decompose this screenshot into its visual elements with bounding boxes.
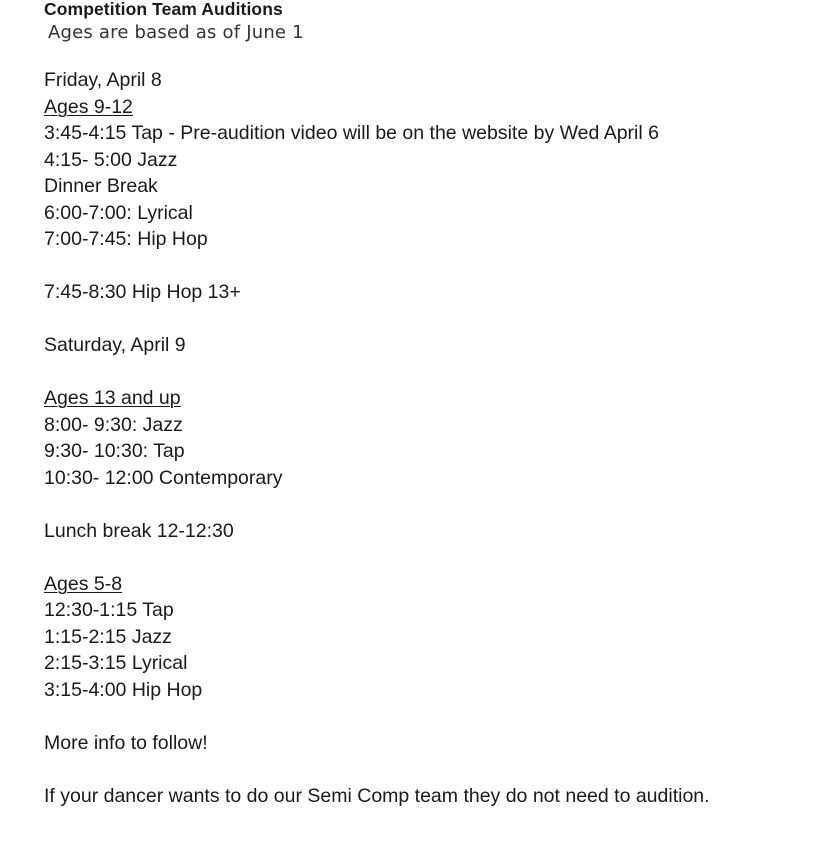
document-body xyxy=(44,0,814,809)
spacer xyxy=(44,756,814,783)
schedule-item: 8:00- 9:30: Jazz xyxy=(44,413,183,436)
schedule-item: Dinner Break xyxy=(44,175,158,197)
spacer xyxy=(44,306,814,333)
spacer xyxy=(44,703,814,730)
document-title: Competition Team Auditions xyxy=(44,0,283,19)
spacer xyxy=(44,253,814,280)
spacer xyxy=(44,359,814,386)
schedule-item: 7:00-7:45: Hip Hop xyxy=(44,228,208,250)
schedule-item: 3:15-4:00 Hip Hop xyxy=(44,678,203,701)
friday-date: Friday, April 8 xyxy=(44,69,162,91)
schedule-item: 9:30- 10:30: Tap xyxy=(44,440,185,462)
schedule-item-extra: 7:45-8:30 Hip Hop 13+ xyxy=(44,281,241,303)
document-subtitle: Ages are based as of June 1 xyxy=(48,22,304,43)
saturday-date: Saturday, April 9 xyxy=(44,334,186,356)
schedule-item: 2:15-3:15 Lyrical xyxy=(44,652,188,674)
schedule-item: 1:15-2:15 Jazz xyxy=(44,625,172,648)
saturday-age-group-label-13-up: Ages 13 and up xyxy=(44,387,181,409)
semi-comp-note: If your dancer wants to do our Semi Comp team they do not need to audition. xyxy=(44,784,710,807)
spacer xyxy=(44,46,814,67)
spacer xyxy=(44,491,814,518)
schedule-item: 6:00-7:00: Lyrical xyxy=(44,201,193,224)
schedule-item: 10:30- 12:00 Contemporary xyxy=(44,466,283,489)
friday-age-group-label: Ages 9-12 xyxy=(44,95,133,118)
schedule-item: 3:45-4:15 Tap - Pre-audition video will be on the website by Wed April 6 xyxy=(44,122,659,144)
more-info-note: More info to follow! xyxy=(44,731,208,754)
saturday-age-group-label-5-8: Ages 5-8 xyxy=(44,572,123,595)
lunch-break: Lunch break 12-12:30 xyxy=(44,519,234,542)
schedule-item: 4:15- 5:00 Jazz xyxy=(44,148,178,171)
schedule-item: 12:30-1:15 Tap xyxy=(44,599,174,621)
spacer xyxy=(44,544,814,571)
